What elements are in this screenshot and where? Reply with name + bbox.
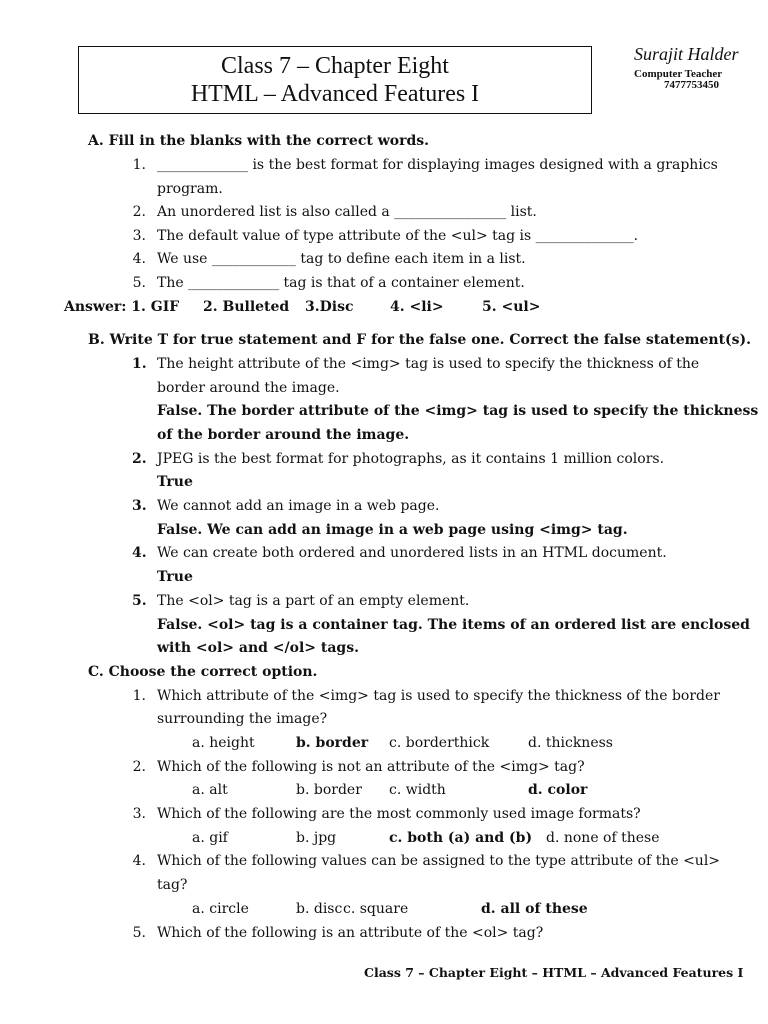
- statement-text: border around the image.: [157, 380, 340, 396]
- page-footer: Class 7 – Chapter Eight – HTML – Advanced Features I: [364, 965, 744, 980]
- option-c: c. width: [389, 782, 446, 798]
- question-text: Which of the following are the most commonly used image formats?: [157, 806, 641, 822]
- section-a-heading: A. Fill in the blanks with the correct words.: [88, 133, 430, 149]
- question-text: program.: [157, 181, 223, 197]
- question-text: The default value of type attribute of the <ul> tag is ______________.: [157, 228, 639, 244]
- answer-text: with <ol> and </ol> tags.: [157, 640, 359, 656]
- question-text: _____________ is the best format for displaying images designed with a graphics: [157, 157, 718, 173]
- option-b-correct: b. border: [296, 735, 369, 751]
- item-number: 5.: [132, 925, 146, 941]
- question-text: We use ____________ tag to define each item in a list.: [157, 251, 526, 267]
- item-number: 2.: [132, 451, 147, 467]
- item-number: 2.: [132, 204, 146, 220]
- question-text: Which of the following is an attribute of the <ol> tag?: [157, 925, 544, 941]
- section-b-heading: B. Write T for true statement and F for the false one. Correct the false statement(s).: [88, 332, 752, 348]
- item-number: 5.: [132, 275, 146, 291]
- option-b: b. border: [296, 782, 362, 798]
- page-subtitle: HTML – Advanced Features I: [190, 81, 480, 107]
- option-b: b. jpg: [296, 830, 337, 846]
- statement-text: The height attribute of the <img> tag is used to specify the thickness of the: [157, 356, 700, 372]
- option-a: a. circle: [192, 901, 249, 917]
- statement-text: The <ol> tag is a part of an empty element.: [157, 593, 470, 609]
- item-number: 4.: [132, 251, 146, 267]
- item-number: 3.: [132, 498, 147, 514]
- option-d: d. none of these: [546, 830, 660, 846]
- teacher-phone: 7477753450: [664, 79, 719, 91]
- answer-text: False. <ol> tag is a container tag. The items of an ordered list are enclosed: [157, 617, 750, 633]
- title-box: [78, 46, 592, 114]
- item-number: 4.: [132, 545, 147, 561]
- teacher-role: Computer Teacher: [634, 68, 723, 80]
- answer-text: of the border around the image.: [157, 427, 410, 443]
- answer-text: True: [157, 569, 193, 585]
- answer-5: 5. <ul>: [482, 299, 541, 315]
- answer-text: False. We can add an image in a web page using <img> tag.: [157, 522, 628, 538]
- answer-1: Answer: 1. GIF: [64, 299, 180, 315]
- option-c: c. square: [343, 901, 409, 917]
- item-number: 2.: [132, 759, 146, 775]
- item-number: 3.: [132, 806, 146, 822]
- page-title: Class 7 – Chapter Eight: [221, 53, 449, 79]
- answer-text: True: [157, 474, 193, 490]
- option-c-correct: c. both (a) and (b): [389, 830, 533, 846]
- item-number: 5.: [132, 593, 147, 609]
- option-a: a. gif: [192, 830, 228, 846]
- answer-2: 2. Bulleted: [203, 299, 290, 315]
- question-text: An unordered list is also called a ________________ list.: [157, 204, 537, 220]
- item-number: 1.: [132, 688, 146, 704]
- option-a: a. height: [192, 735, 255, 751]
- item-number: 3.: [132, 228, 146, 244]
- statement-text: We can create both ordered and unordered lists in an HTML document.: [157, 545, 667, 561]
- option-c: c. borderthick: [389, 735, 490, 751]
- item-number: 4.: [132, 853, 146, 869]
- statement-text: JPEG is the best format for photographs, as it contains 1 million colors.: [157, 451, 665, 467]
- option-d: d. thickness: [528, 735, 613, 751]
- option-d-correct: d. all of these: [481, 901, 588, 917]
- question-text: Which of the following values can be assigned to the type attribute of the <ul>: [157, 853, 721, 869]
- answer-4: 4. <li>: [390, 299, 444, 315]
- section-c-heading: C. Choose the correct option.: [88, 664, 318, 680]
- option-b: b. disc: [296, 901, 343, 917]
- option-d-correct: d. color: [528, 782, 588, 798]
- option-a: a. alt: [192, 782, 228, 798]
- answer-3: 3.Disc: [305, 299, 354, 315]
- question-text: Which of the following is not an attribute of the <img> tag?: [157, 759, 585, 775]
- question-text: surrounding the image?: [157, 711, 328, 727]
- question-text: The _____________ tag is that of a container element.: [157, 275, 525, 291]
- statement-text: We cannot add an image in a web page.: [157, 498, 440, 514]
- answer-text: False. The border attribute of the <img> tag is used to specify the thickness: [157, 403, 759, 419]
- item-number: 1.: [132, 356, 147, 372]
- item-number: 1.: [132, 157, 146, 173]
- teacher-signature: Surajit Halder: [634, 44, 739, 64]
- question-text: tag?: [157, 877, 188, 893]
- question-text: Which attribute of the <img> tag is used to specify the thickness of the border: [157, 688, 720, 704]
